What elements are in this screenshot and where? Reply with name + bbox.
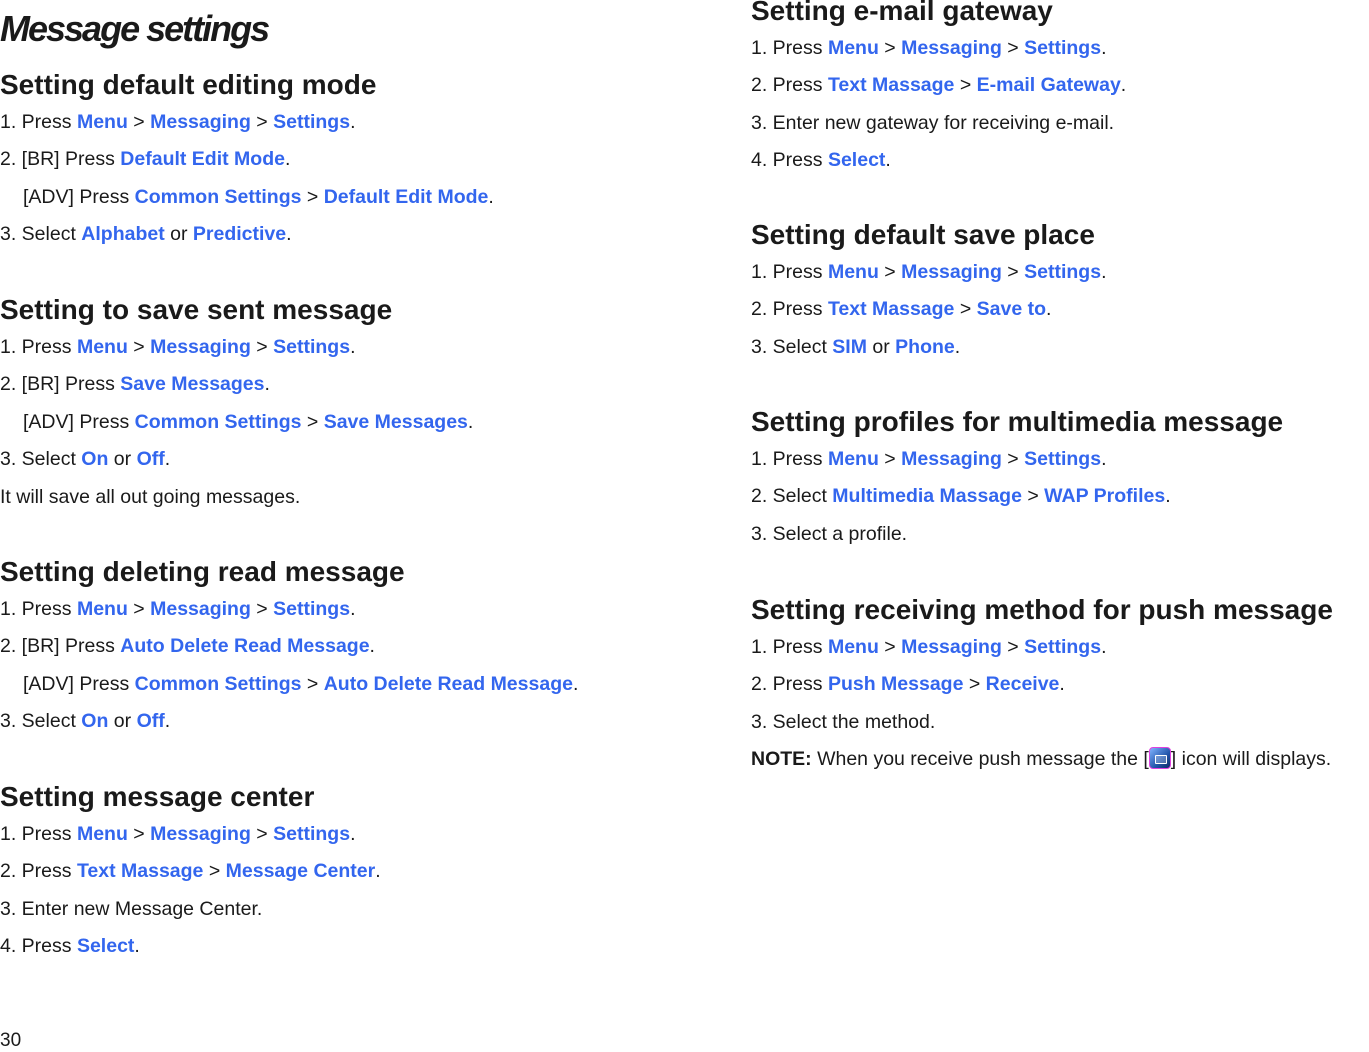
messaging-label: Messaging — [150, 111, 251, 133]
settings-label: Settings — [1024, 636, 1102, 658]
menu-label: Menu — [827, 37, 879, 59]
step-4: 4. Press Select. — [0, 935, 140, 958]
step-2: 2. [BR] Press Save Messages. — [0, 373, 270, 396]
sim-label: SIM — [832, 335, 867, 358]
section-deleting-read-message — [0, 555, 720, 741]
step-3: 3. Enter new gateway for receiving e-mail. — [751, 111, 1115, 134]
messaging-label: Messaging — [150, 823, 251, 845]
section-title: Setting to save sent message — [0, 294, 393, 325]
wap-profiles-label: WAP Profiles — [1044, 485, 1166, 508]
step-1: 1. Press Menu > Messaging > Settings. — [0, 111, 356, 133]
settings-label: Settings — [273, 823, 351, 845]
select-label: Select — [76, 935, 135, 958]
step-3: 3. Select On or Off. — [0, 448, 171, 471]
menu-label: Menu — [827, 448, 879, 470]
text-massage-label: Text Massage — [827, 298, 955, 321]
default-edit-mode-label: Default Edit Mode — [323, 185, 489, 208]
step-3: 3. Select a profile. — [751, 522, 908, 545]
messaging-label: Messaging — [150, 336, 251, 358]
section-title: Setting default save place — [751, 219, 1095, 250]
settings-label: Settings — [273, 598, 351, 620]
messaging-label: Messaging — [901, 37, 1002, 59]
alphabet-label: Alphabet — [81, 223, 165, 246]
section-title: Setting default editing mode — [0, 69, 377, 100]
section-title: Setting receiving method for push message — [751, 594, 1333, 625]
settings-label: Settings — [273, 336, 351, 358]
page-number: 30 — [0, 1030, 22, 1051]
step-2: 2. Press Text Massage > Save to. — [751, 298, 1052, 321]
step-note: It will save all out going messages. — [0, 485, 301, 508]
messaging-label: Messaging — [150, 598, 251, 620]
settings-label: Settings — [1024, 37, 1102, 59]
save-to-label: Save to — [976, 298, 1047, 321]
step-2: 2. Press Text Massage > E-mail Gateway. — [751, 74, 1127, 97]
common-settings-label: Common Settings — [134, 672, 302, 695]
step-1: 1. Press Menu > Messaging > Settings. — [0, 823, 356, 845]
step-3: 3. Select SIM or Phone. — [751, 335, 961, 358]
section-push-message — [751, 593, 1369, 779]
common-settings-label: Common Settings — [134, 410, 302, 433]
menu-label: Menu — [827, 636, 879, 658]
step-2: 2. [BR] Press Default Edit Mode. — [0, 148, 291, 171]
common-settings-label: Common Settings — [134, 185, 302, 208]
menu-label: Menu — [827, 261, 879, 283]
predictive-label: Predictive — [192, 223, 287, 246]
on-label: On — [81, 710, 109, 733]
step-3: 3. Enter new Message Center. — [0, 897, 263, 920]
step-1: 1. Press Menu > Messaging > Settings. — [751, 37, 1107, 59]
messaging-label: Messaging — [901, 636, 1002, 658]
step-2-adv: [ADV] Press Common Settings > Save Messages. — [23, 410, 474, 433]
step-4: 4. Press Select. — [751, 149, 891, 172]
section-email-gateway — [751, 0, 1369, 180]
on-label: On — [81, 448, 109, 471]
page-title: Message settings — [0, 8, 269, 49]
section-title: Setting e-mail gateway — [751, 0, 1053, 26]
section-multimedia-profiles — [751, 405, 1369, 553]
select-label: Select — [827, 149, 886, 172]
push-message-icon — [1149, 747, 1171, 769]
phone-label: Phone — [895, 335, 955, 358]
step-2: 2. [BR] Press Auto Delete Read Message. — [0, 635, 375, 658]
menu-label: Menu — [76, 111, 128, 133]
menu-label: Menu — [76, 336, 128, 358]
text-massage-label: Text Massage — [827, 74, 955, 97]
menu-label: Menu — [76, 823, 128, 845]
step-2-adv: [ADV] Press Common Settings > Auto Delete Read Message. — [23, 672, 579, 695]
settings-label: Settings — [1024, 448, 1102, 470]
section-default-editing-mode — [0, 68, 720, 254]
section-message-center — [0, 780, 720, 966]
step-2-adv: [ADV] Press Common Settings > Default Edit Mode. — [23, 185, 494, 208]
auto-delete-read-message-label: Auto Delete Read Message — [120, 635, 370, 658]
receive-label: Receive — [985, 673, 1060, 696]
text-massage-label: Text Massage — [76, 860, 204, 883]
email-gateway-label: E-mail Gateway — [976, 74, 1121, 97]
step-1: 1. Press Menu > Messaging > Settings. — [751, 261, 1107, 283]
off-label: Off — [136, 710, 165, 733]
step-2: 2. Press Text Massage > Message Center. — [0, 860, 381, 883]
off-label: Off — [136, 448, 165, 471]
step-3: 3. Select the method. — [751, 710, 936, 733]
default-edit-mode-label: Default Edit Mode — [120, 148, 285, 171]
menu-label: Menu — [76, 598, 128, 620]
section-title: Setting message center — [0, 781, 315, 812]
step-3: 3. Select Alphabet or Predictive. — [0, 223, 292, 246]
settings-label: Settings — [1024, 261, 1102, 283]
section-default-save-place — [751, 218, 1369, 366]
section-save-sent-message — [0, 293, 720, 516]
settings-label: Settings — [273, 111, 351, 133]
save-messages-label: Save Messages — [323, 410, 468, 433]
section-title: Setting profiles for multimedia message — [751, 406, 1284, 437]
step-1: 1. Press Menu > Messaging > Settings. — [0, 336, 356, 358]
step-2: 2. Select Multimedia Massage > WAP Profiles. — [751, 485, 1171, 508]
step-1: 1. Press Menu > Messaging > Settings. — [0, 598, 356, 620]
push-message-label: Push Message — [827, 673, 964, 696]
note: NOTE: When you receive push message the [ ] icon will displays. — [751, 748, 1332, 771]
multimedia-massage-label: Multimedia Massage — [832, 485, 1022, 508]
step-2: 2. Press Push Message > Receive. — [751, 673, 1065, 696]
note-label: NOTE: — [751, 748, 812, 771]
auto-delete-read-message-label: Auto Delete Read Message — [323, 672, 573, 695]
messaging-label: Messaging — [901, 261, 1002, 283]
section-title: Setting deleting read message — [0, 556, 405, 587]
messaging-label: Messaging — [901, 448, 1002, 470]
step-1: 1. Press Menu > Messaging > Settings. — [751, 448, 1107, 470]
save-messages-label: Save Messages — [120, 373, 265, 396]
message-center-label: Message Center — [225, 860, 376, 883]
step-1: 1. Press Menu > Messaging > Settings. — [751, 636, 1107, 658]
step-3: 3. Select On or Off. — [0, 710, 171, 733]
